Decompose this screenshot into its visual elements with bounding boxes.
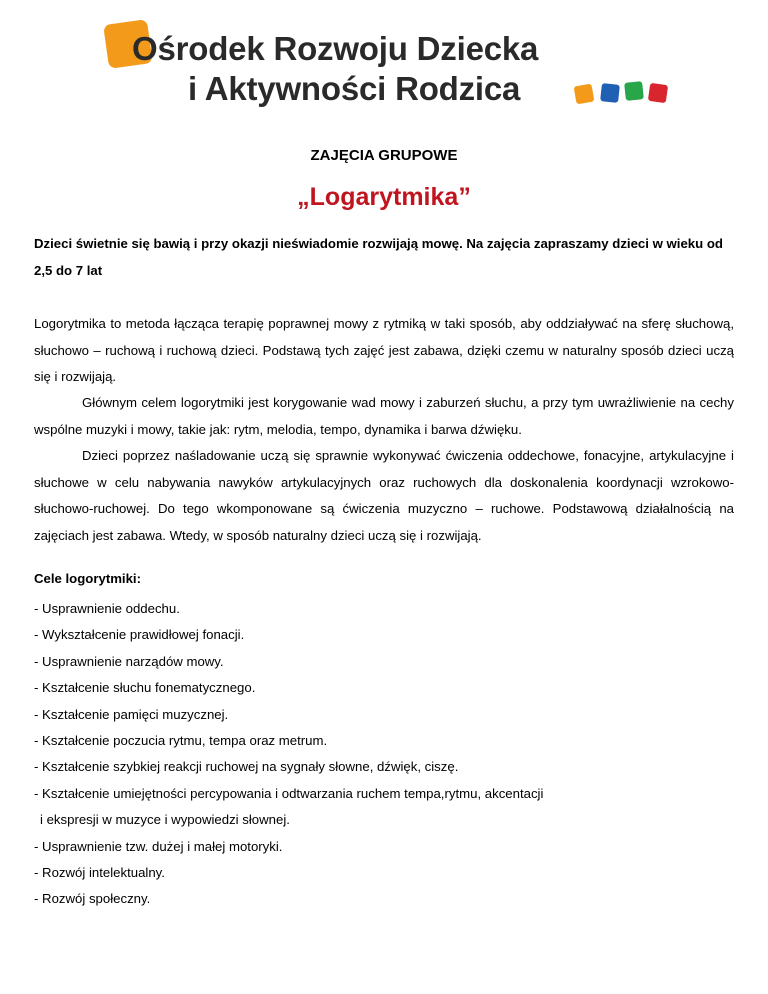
paragraph-main-goal: Głównym celem logorytmiki jest korygowanie wad mowy i zaburzeń słuchu, a przy tym uwrażliwienie na cechy wspólne muzyki i mowy, takie jak: rytm, melodia, tempo, dynamika i barwa dźwięku. [34, 395, 734, 437]
goals-heading: Cele logorytmiki: [34, 571, 141, 586]
list-item: - Kształcenie umiejętności percypowania i odtwarzania ruchem tempa,rytmu, akcentacji [34, 785, 544, 801]
list-item: - Kształcenie szybkiej reakcji ruchowej na sygnały słowne, dźwięk, ciszę. [34, 759, 459, 775]
list-item: - Wykształcenie prawidłowej fonacji. [34, 627, 245, 643]
logo-block-blue [600, 83, 620, 103]
list-item: - Usprawnienie tzw. dużej i małej motoryki. [34, 838, 283, 854]
list-item: - Kształcenie pamięci muzycznej. [34, 706, 229, 722]
list-item-continuation: i ekspresji w muzyce i wypowiedzi słownej. [40, 812, 290, 828]
list-item: - Kształcenie poczucia rytmu, tempa oraz metrum. [34, 732, 328, 748]
list-item: - Rozwój intelektualny. [34, 864, 165, 880]
list-item: - Usprawnienie oddechu. [34, 601, 180, 616]
section-heading: ZAJĘCIA GRUPOWE [310, 147, 458, 164]
logo-block-orange [574, 84, 595, 105]
goals-list [34, 596, 734, 913]
logo-block-red [648, 83, 668, 103]
list-item: - Rozwój społeczny. [34, 891, 151, 907]
organization-logo [0, 0, 768, 120]
list-item: - Kształcenie słuchu fonematycznego. [34, 680, 256, 696]
list-item: - Usprawnienie narządów mowy. [34, 653, 224, 669]
logo-text-line2: i Aktywności Rodzica [188, 70, 521, 107]
page-title: „Logarytmika” [297, 183, 471, 211]
logo-text-line1: Ośrodek Rozwoju Dziecka [132, 30, 539, 67]
logo-block-green [624, 81, 644, 101]
paragraph-exercises: Dzieci poprzez naśladowanie uczą się sprawnie wykonywać ćwiczenia oddechowe, fonacyjne, artykulacyjne i słuchowe w celu nabywania nawyków artykulacyjnych oraz ruchowych dla doskonalenia koordynacji wzrokowo-słuchowo-ruchowej. Do tego wkomponowane są ćwiczenia muzyczno – ruchowe. Podstawową działalnością na zajęciach jest zabawa. Wtedy, w sposób naturalny dzieci uczą się i rozwijają. [34, 448, 734, 543]
intro-paragraph: Dzieci świetnie się bawią i przy okazji nieświadomie rozwijają mowę. Na zajęcia zapraszamy dzieci w wieku od 2,5 do 7 lat [34, 236, 723, 278]
paragraph-definition: Logorytmika to metoda łącząca terapię poprawnej mowy z rytmiką w taki sposób, aby oddziaływać na sferę słuchową, słuchowo – ruchową i ruchową dzieci. Podstawą tych zajęć jest zabawa, dzięki czemu w naturalny sposób dzieci uczą się i rozwijają. [34, 316, 734, 384]
